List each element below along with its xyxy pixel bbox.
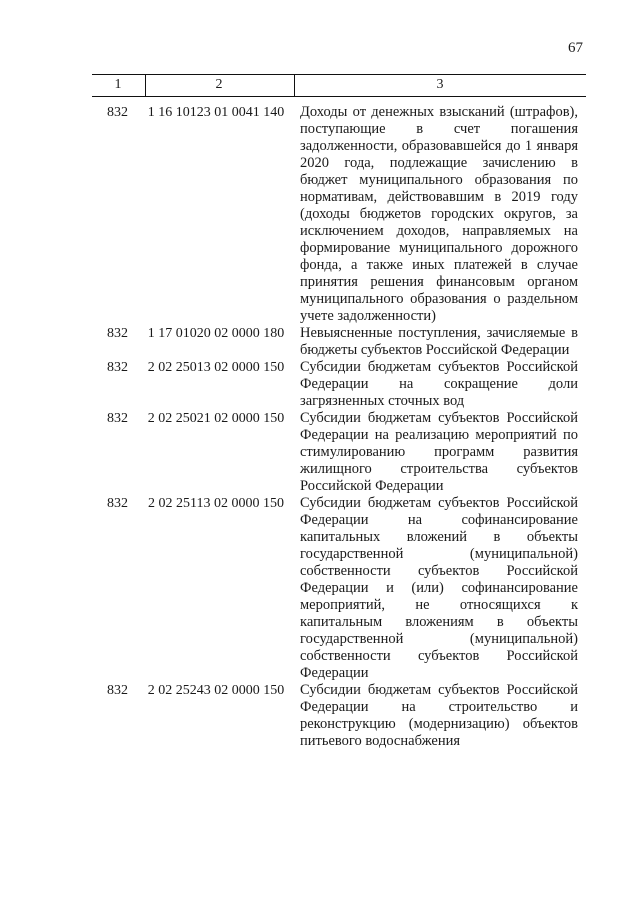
table-header — [92, 74, 586, 97]
page-number: 67 — [568, 40, 583, 56]
income-description: Доходы от денежных взысканий (штрафов), поступающие в счет погашения задолженности, образовавшейся до 1 января 2020 года, подлежащие зачислению в бюджет муниципального образования по нормативам, действовавшим в 2019 году (доходы бюджетов городских округов, за исключением доходов, направляемых на формирование муниципального дорожного фонда, а также иных платежей в случае принятия решения финансовым органом муниципального образования о раздельном учете задолженности) — [300, 104, 578, 324]
table-row — [92, 495, 586, 682]
income-description: Субсидии бюджетам субъектов Российской Федерации на реализацию мероприятий по стимулированию программ развития жилищного строительства субъектов Российской Федерации — [300, 410, 578, 494]
header-col-2: 2 — [215, 77, 223, 92]
budget-classification-code: 1 16 10123 01 0041 140 — [147, 105, 285, 120]
budget-classification-code: 2 02 25243 02 0000 150 — [147, 683, 285, 698]
table-body — [92, 104, 586, 750]
header-col-3: 3 — [436, 77, 444, 92]
table-row — [92, 410, 586, 495]
budget-classification-code: 1 17 01020 02 0000 180 — [147, 326, 285, 341]
income-description: Субсидии бюджетам субъектов Российской Федерации на софинансирование капитальных вложений в объекты государственной (муниципальной) собственности субъектов Российской Федерации и (или) софинансирование мероприятий, не относящихся к капитальным вложениям в объекты государственной (муниципальной) собственности субъектов Российской Федерации — [300, 495, 578, 681]
table-row — [92, 682, 586, 750]
budget-classification-code: 2 02 25021 02 0000 150 — [147, 411, 285, 426]
admin-code: 832 — [107, 683, 128, 698]
admin-code: 832 — [107, 496, 128, 511]
table-row — [92, 325, 586, 359]
admin-code: 832 — [107, 360, 128, 375]
admin-code: 832 — [107, 105, 128, 120]
admin-code: 832 — [107, 411, 128, 426]
income-description: Субсидии бюджетам субъектов Российской Федерации на сокращение доли загрязненных сточных вод — [300, 359, 578, 409]
income-description: Субсидии бюджетам субъектов Российской Федерации на строительство и реконструкцию (модернизацию) объектов питьевого водоснабжения — [300, 682, 578, 749]
admin-code: 832 — [107, 326, 128, 341]
table-row — [92, 104, 586, 325]
budget-classification-code: 2 02 25113 02 0000 150 — [148, 496, 284, 511]
header-col-1: 1 — [114, 77, 122, 92]
income-description: Невыясненные поступления, зачисляемые в бюджеты субъектов Российской Федерации — [300, 325, 578, 358]
table-row — [92, 359, 586, 410]
budget-classification-code: 2 02 25013 02 0000 150 — [147, 360, 285, 375]
